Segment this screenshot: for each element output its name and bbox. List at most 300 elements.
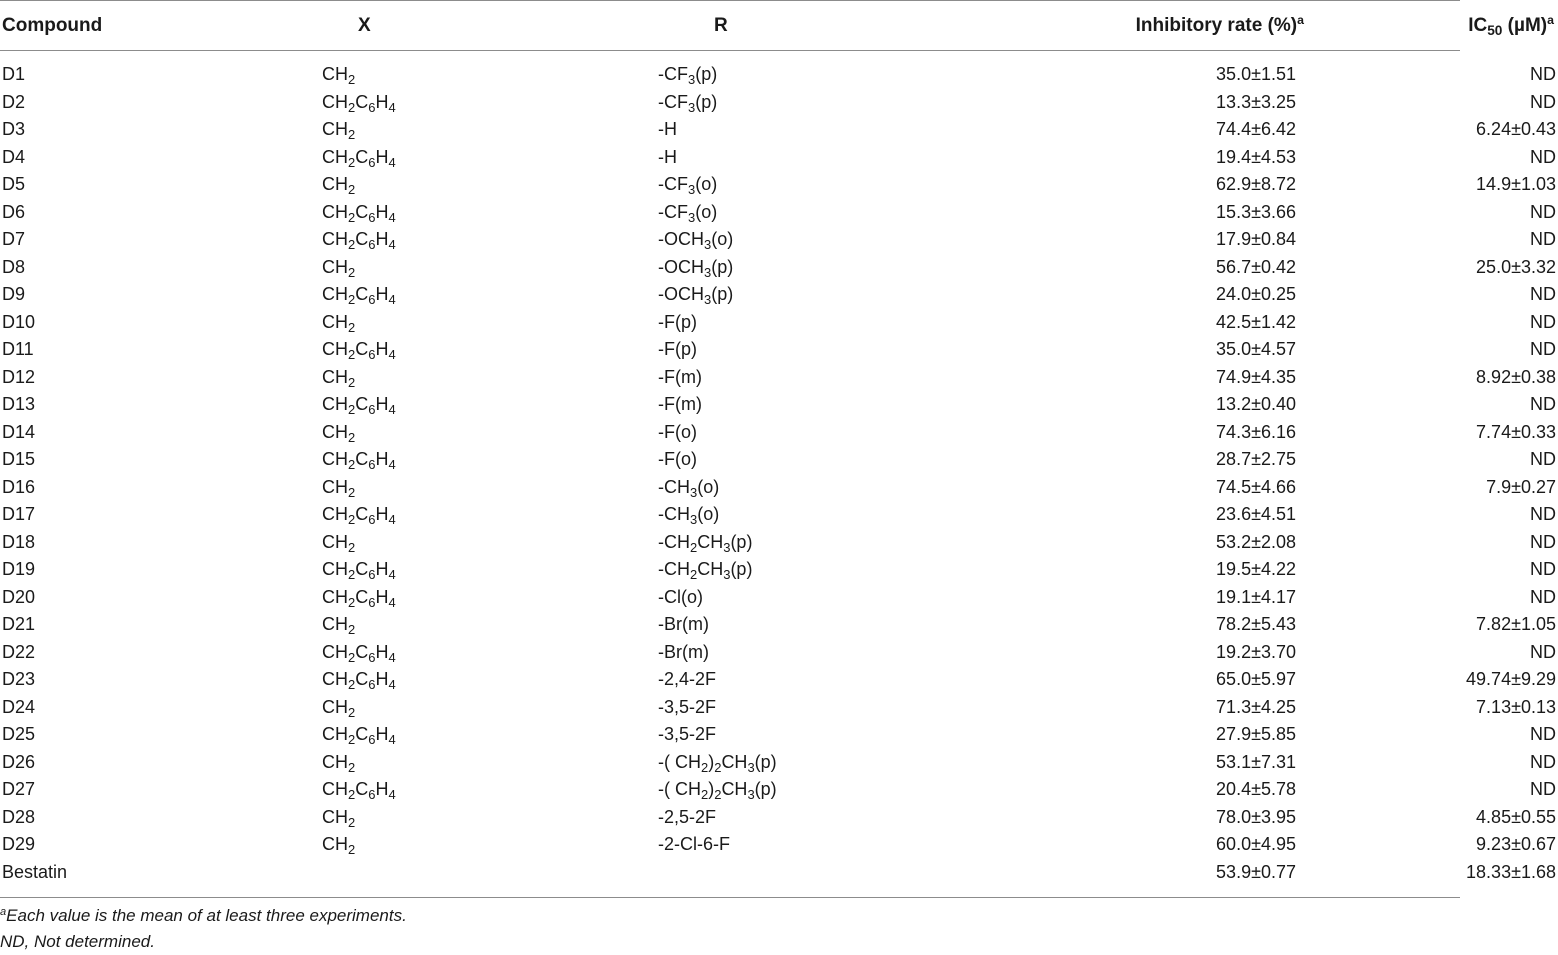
cell-compound [0, 116, 322, 144]
r-substituent-subscript: 3 [704, 292, 712, 308]
r-substituent-text: -( CH [658, 779, 701, 800]
r-substituent-text: -CF [658, 174, 688, 195]
cell-x [322, 364, 658, 392]
x-formula-text: CH [322, 394, 348, 415]
table-row [0, 804, 1558, 832]
x-formula-text: CH [322, 531, 348, 552]
header-x [322, 0, 658, 51]
table-row [0, 171, 1558, 199]
compound-id: D3 [2, 119, 26, 140]
x-formula-subscript: 6 [368, 594, 376, 610]
r-substituent-text: ) [708, 779, 715, 800]
header-r-label: R [714, 14, 728, 36]
cell-x [322, 419, 658, 447]
cell-ic50 [1304, 336, 1558, 364]
table-row [0, 309, 1558, 337]
r-substituent-text: -3,5-2F [658, 696, 717, 717]
x-formula-subscript: 4 [388, 567, 396, 583]
x-formula-text: CH [322, 504, 348, 525]
cell-r [658, 529, 1014, 557]
x-formula-subscript: 2 [348, 154, 356, 170]
ic50-value: ND [1530, 531, 1556, 552]
r-substituent-text: -Br(m) [658, 614, 709, 635]
cell-r [658, 501, 1014, 529]
header-rate-footnote-marker: a [1297, 12, 1304, 27]
ic50-value: ND [1530, 64, 1556, 85]
inhibitory-rate-value: 23.6±4.51 [1216, 504, 1296, 525]
x-formula-subscript: 2 [348, 704, 356, 720]
compound-id: D7 [2, 229, 26, 250]
x-formula-subscript: 4 [388, 732, 396, 748]
x-formula-text: H [375, 91, 389, 112]
x-formula-subscript: 2 [348, 814, 356, 830]
r-substituent-text: -Cl(o) [658, 586, 703, 607]
r-substituent-text: (p) [695, 64, 718, 85]
inhibitory-rate-value: 74.4±6.42 [1216, 119, 1296, 140]
cell-x [322, 171, 658, 199]
cell-r [658, 749, 1014, 777]
ic50-value: ND [1530, 284, 1556, 305]
cell-ic50 [1304, 89, 1558, 117]
cell-r [658, 804, 1014, 832]
cell-r [658, 281, 1014, 309]
inhibitory-rate-value: 19.2±3.70 [1216, 641, 1296, 662]
cell-inhibitory-rate [1014, 831, 1304, 859]
compound-id: D19 [2, 559, 36, 580]
cell-ic50 [1304, 446, 1558, 474]
x-formula-text: C [355, 339, 369, 360]
cell-x [322, 199, 658, 227]
ic50-value: 7.13±0.13 [1476, 696, 1556, 717]
x-formula-text: C [355, 669, 369, 690]
x-formula-subscript: 2 [348, 237, 356, 253]
cell-compound [0, 584, 322, 612]
cell-x [322, 391, 658, 419]
x-formula-subscript: 2 [348, 649, 356, 665]
table-row [0, 281, 1558, 309]
cell-ic50 [1304, 776, 1558, 804]
ic50-value: ND [1530, 339, 1556, 360]
r-substituent-text: -F(p) [658, 339, 697, 360]
table-row [0, 584, 1558, 612]
cell-x [322, 584, 658, 612]
compound-id: D1 [2, 64, 26, 85]
cell-ic50 [1304, 254, 1558, 282]
r-substituent-subscript: 3 [690, 512, 698, 528]
inhibitory-rate-value: 65.0±5.97 [1216, 669, 1296, 690]
cell-inhibitory-rate [1014, 639, 1304, 667]
inhibitory-rate-value: 74.3±6.16 [1216, 421, 1296, 442]
cell-x [322, 144, 658, 172]
table-row [0, 639, 1558, 667]
inhibitory-rate-value: 19.1±4.17 [1216, 586, 1296, 607]
x-formula-text: H [375, 559, 389, 580]
cell-x [322, 859, 658, 887]
x-formula-subscript: 2 [348, 512, 356, 528]
x-formula-text: C [355, 641, 369, 662]
table-row [0, 721, 1558, 749]
table-row [0, 419, 1558, 447]
r-substituent-text: -CH [658, 476, 690, 497]
cell-inhibitory-rate [1014, 336, 1304, 364]
compound-id: Bestatin [2, 861, 68, 882]
cell-ic50 [1304, 556, 1558, 584]
cell-r [658, 721, 1014, 749]
x-formula-subscript: 4 [388, 649, 396, 665]
x-formula-subscript: 6 [368, 512, 376, 528]
cell-compound [0, 51, 322, 89]
x-formula-text: CH [322, 146, 348, 167]
cell-compound [0, 446, 322, 474]
r-substituent-text: -3,5-2F [658, 724, 717, 745]
ic50-value: 9.23±0.67 [1476, 834, 1556, 855]
inhibitory-rate-value: 53.1±7.31 [1216, 751, 1296, 772]
table-row [0, 446, 1558, 474]
cell-r [658, 639, 1014, 667]
x-formula-text: C [355, 779, 369, 800]
cell-inhibitory-rate [1014, 804, 1304, 832]
table-row [0, 501, 1558, 529]
cell-ic50 [1304, 226, 1558, 254]
inhibitory-rate-value: 27.9±5.85 [1216, 724, 1296, 745]
x-formula-subscript: 4 [388, 154, 396, 170]
ic50-value: ND [1530, 779, 1556, 800]
cell-compound [0, 89, 322, 117]
r-substituent-subscript: 3 [723, 567, 731, 583]
cell-compound [0, 831, 322, 859]
table-row [0, 776, 1558, 804]
x-formula-subscript: 4 [388, 594, 396, 610]
x-formula-text: H [375, 284, 389, 305]
footnote-a-text: Each value is the mean of at least three experiments. [6, 906, 407, 925]
cell-ic50 [1304, 364, 1558, 392]
x-formula-text: CH [322, 614, 348, 635]
cell-compound [0, 474, 322, 502]
cell-compound [0, 611, 322, 639]
ic50-value: ND [1530, 751, 1556, 772]
cell-x [322, 474, 658, 502]
cell-x [322, 226, 658, 254]
x-formula-text: C [355, 284, 369, 305]
r-substituent-text: (p) [754, 751, 777, 772]
cell-ic50 [1304, 584, 1558, 612]
compound-id: D10 [2, 311, 36, 332]
cell-x [322, 776, 658, 804]
x-formula-subscript: 2 [348, 622, 356, 638]
r-substituent-subscript: 3 [688, 99, 696, 115]
inhibitory-rate-value: 74.9±4.35 [1216, 366, 1296, 387]
cell-inhibitory-rate [1014, 584, 1304, 612]
cell-r [658, 336, 1014, 364]
x-formula-text: CH [322, 696, 348, 717]
x-formula-text: H [375, 201, 389, 222]
x-formula-text: H [375, 641, 389, 662]
table-row [0, 51, 1558, 89]
inhibitory-rate-value: 19.4±4.53 [1216, 146, 1296, 167]
x-formula-subscript: 2 [348, 99, 356, 115]
cell-r [658, 144, 1014, 172]
x-formula-subscript: 2 [348, 429, 356, 445]
header-row [0, 0, 1558, 51]
cell-compound [0, 391, 322, 419]
table-bottom-rule [0, 897, 1460, 898]
cell-ic50 [1304, 529, 1558, 557]
x-formula-text: CH [322, 421, 348, 442]
cell-inhibitory-rate [1014, 501, 1304, 529]
cell-inhibitory-rate [1014, 721, 1304, 749]
r-substituent-text: CH [697, 559, 724, 580]
r-substituent-text: -F(p) [658, 311, 697, 332]
cell-compound [0, 721, 322, 749]
r-substituent-text: -( CH [658, 751, 701, 772]
ic50-value: 7.74±0.33 [1476, 421, 1556, 442]
x-formula-subscript: 6 [368, 402, 376, 418]
r-substituent-subscript: 3 [747, 787, 755, 803]
x-formula-subscript: 6 [368, 292, 376, 308]
cell-inhibitory-rate [1014, 281, 1304, 309]
inhibitory-rate-value: 78.0±3.95 [1216, 806, 1296, 827]
compound-id: D15 [2, 449, 36, 470]
cell-compound [0, 749, 322, 777]
compound-id: D22 [2, 641, 36, 662]
cell-compound [0, 694, 322, 722]
ic50-value: ND [1530, 201, 1556, 222]
cell-r [658, 859, 1014, 887]
cell-inhibitory-rate [1014, 89, 1304, 117]
inhibitory-rate-value: 28.7±2.75 [1216, 449, 1296, 470]
footnote-nd-text: ND, Not determined. [0, 932, 155, 951]
r-substituent-subscript: 2 [701, 787, 709, 803]
x-formula-subscript: 2 [348, 539, 356, 555]
inhibitory-rate-value: 19.5±4.22 [1216, 559, 1296, 580]
cell-inhibitory-rate [1014, 446, 1304, 474]
cell-r [658, 776, 1014, 804]
x-formula-subscript: 4 [388, 512, 396, 528]
cell-compound [0, 529, 322, 557]
cell-r [658, 116, 1014, 144]
x-formula-subscript: 6 [368, 347, 376, 363]
ic50-value: 49.74±9.29 [1466, 669, 1556, 690]
inhibitory-rate-value: 71.3±4.25 [1216, 696, 1296, 717]
x-formula-subscript: 2 [348, 347, 356, 363]
x-formula-subscript: 2 [348, 182, 356, 198]
header-ic50-label: IC [1468, 14, 1488, 36]
ic50-value: ND [1530, 724, 1556, 745]
cell-compound [0, 226, 322, 254]
compound-id: D23 [2, 669, 36, 690]
r-substituent-text: CH [721, 779, 748, 800]
r-substituent-text: -CH [658, 504, 690, 525]
ic50-value: ND [1530, 449, 1556, 470]
cell-inhibitory-rate [1014, 116, 1304, 144]
r-substituent-subscript: 2 [714, 759, 722, 775]
cell-inhibitory-rate [1014, 419, 1304, 447]
x-formula-text: C [355, 724, 369, 745]
cell-inhibitory-rate [1014, 529, 1304, 557]
x-formula-subscript: 6 [368, 732, 376, 748]
compound-id: D21 [2, 614, 36, 635]
cell-compound [0, 776, 322, 804]
compound-id: D17 [2, 504, 36, 525]
compound-id: D8 [2, 256, 26, 277]
cell-x [322, 529, 658, 557]
inhibitory-rate-value: 20.4±5.78 [1216, 779, 1296, 800]
cell-compound [0, 281, 322, 309]
ic50-value: 8.92±0.38 [1476, 366, 1556, 387]
table-row [0, 694, 1558, 722]
x-formula-text: C [355, 586, 369, 607]
cell-inhibitory-rate [1014, 859, 1304, 887]
r-substituent-text: -CF [658, 91, 688, 112]
cell-x [322, 721, 658, 749]
inhibitory-rate-value: 78.2±5.43 [1216, 614, 1296, 635]
header-ic50 [1304, 0, 1558, 51]
inhibitory-rate-value: 74.5±4.66 [1216, 476, 1296, 497]
table-header [0, 0, 1558, 51]
cell-compound [0, 171, 322, 199]
compound-id: D5 [2, 174, 26, 195]
x-formula-text: CH [322, 201, 348, 222]
cell-x [322, 281, 658, 309]
cell-ic50 [1304, 419, 1558, 447]
table-footnotes [0, 903, 407, 955]
r-substituent-text: -CF [658, 64, 688, 85]
cell-ic50 [1304, 171, 1558, 199]
compound-id: D11 [2, 339, 34, 360]
cell-ic50 [1304, 804, 1558, 832]
header-compound [0, 0, 322, 51]
x-formula-text: C [355, 394, 369, 415]
compound-id: D29 [2, 834, 36, 855]
cell-x [322, 309, 658, 337]
compound-id: D20 [2, 586, 36, 607]
cell-x [322, 804, 658, 832]
cell-ic50 [1304, 51, 1558, 89]
inhibitory-rate-value: 60.0±4.95 [1216, 834, 1296, 855]
x-formula-subscript: 4 [388, 209, 396, 225]
x-formula-subscript: 4 [388, 402, 396, 418]
header-ic50-footnote-marker: a [1547, 12, 1554, 27]
cell-inhibitory-rate [1014, 556, 1304, 584]
cell-ic50 [1304, 281, 1558, 309]
cell-compound [0, 639, 322, 667]
x-formula-text: C [355, 559, 369, 580]
r-substituent-text: -F(o) [658, 449, 697, 470]
ic50-value: ND [1530, 146, 1556, 167]
cell-ic50 [1304, 694, 1558, 722]
x-formula-text: H [375, 669, 389, 690]
r-substituent-text: (p) [754, 779, 777, 800]
x-formula-subscript: 2 [348, 374, 356, 390]
cell-r [658, 391, 1014, 419]
inhibitory-rate-value: 56.7±0.42 [1216, 256, 1296, 277]
table-row [0, 254, 1558, 282]
x-formula-text: CH [322, 724, 348, 745]
compound-id: D25 [2, 724, 36, 745]
inhibitory-rate-value: 42.5±1.42 [1216, 311, 1296, 332]
cell-x [322, 116, 658, 144]
r-substituent-subscript: 3 [747, 759, 755, 775]
ic50-value: 25.0±3.32 [1476, 256, 1556, 277]
cell-inhibitory-rate [1014, 199, 1304, 227]
ic50-value: ND [1530, 229, 1556, 250]
cell-x [322, 666, 658, 694]
compound-id: D2 [2, 91, 26, 112]
x-formula-text: CH [322, 779, 348, 800]
table-body [0, 51, 1558, 886]
r-substituent-text: -CH [658, 531, 690, 552]
table-row [0, 556, 1558, 584]
header-ic50-unit: (µM) [1502, 14, 1548, 36]
r-substituent-subscript: 3 [688, 72, 696, 88]
x-formula-text: H [375, 449, 389, 470]
cell-x [322, 446, 658, 474]
table-row [0, 336, 1558, 364]
compound-id: D4 [2, 146, 26, 167]
cell-compound [0, 336, 322, 364]
cell-x [322, 749, 658, 777]
r-substituent-text: -OCH [658, 284, 704, 305]
inhibitory-rate-value: 35.0±1.51 [1216, 64, 1296, 85]
x-formula-subscript: 4 [388, 347, 396, 363]
header-x-label: X [358, 14, 371, 36]
ic50-value: ND [1530, 504, 1556, 525]
cell-x [322, 639, 658, 667]
ic50-value: ND [1530, 586, 1556, 607]
header-rate-label: Inhibitory rate (%) [1135, 14, 1298, 36]
inhibitory-rate-value: 15.3±3.66 [1216, 201, 1296, 222]
cell-ic50 [1304, 199, 1558, 227]
table-row [0, 749, 1558, 777]
table-row [0, 611, 1558, 639]
cell-ic50 [1304, 309, 1558, 337]
cell-compound [0, 364, 322, 392]
cell-r [658, 584, 1014, 612]
compound-id: D27 [2, 779, 36, 800]
x-formula-text: C [355, 146, 369, 167]
table-row [0, 529, 1558, 557]
r-substituent-subscript: 3 [723, 539, 731, 555]
r-substituent-text: -F(m) [658, 394, 702, 415]
inhibitory-rate-value: 13.3±3.25 [1216, 91, 1296, 112]
r-substituent-text: (p) [695, 91, 718, 112]
cell-ic50 [1304, 144, 1558, 172]
cell-compound [0, 501, 322, 529]
cell-compound [0, 419, 322, 447]
x-formula-text: CH [322, 284, 348, 305]
inhibitory-rate-value: 35.0±4.57 [1216, 339, 1296, 360]
cell-r [658, 831, 1014, 859]
cell-inhibitory-rate [1014, 144, 1304, 172]
r-substituent-text: -2,5-2F [658, 806, 717, 827]
cell-inhibitory-rate [1014, 391, 1304, 419]
cell-x [322, 611, 658, 639]
ic50-value: 7.9±0.27 [1486, 476, 1556, 497]
x-formula-subscript: 2 [348, 677, 356, 693]
x-formula-text: CH [322, 174, 348, 195]
x-formula-subscript: 6 [368, 677, 376, 693]
x-formula-text: H [375, 504, 389, 525]
cell-x [322, 89, 658, 117]
ic50-value: 18.33±1.68 [1466, 861, 1556, 882]
inhibitory-rate-value: 53.2±2.08 [1216, 531, 1296, 552]
x-formula-subscript: 2 [348, 457, 356, 473]
x-formula-text: H [375, 229, 389, 250]
cell-r [658, 694, 1014, 722]
cell-r [658, 419, 1014, 447]
cell-r [658, 51, 1014, 89]
x-formula-text: CH [322, 669, 348, 690]
